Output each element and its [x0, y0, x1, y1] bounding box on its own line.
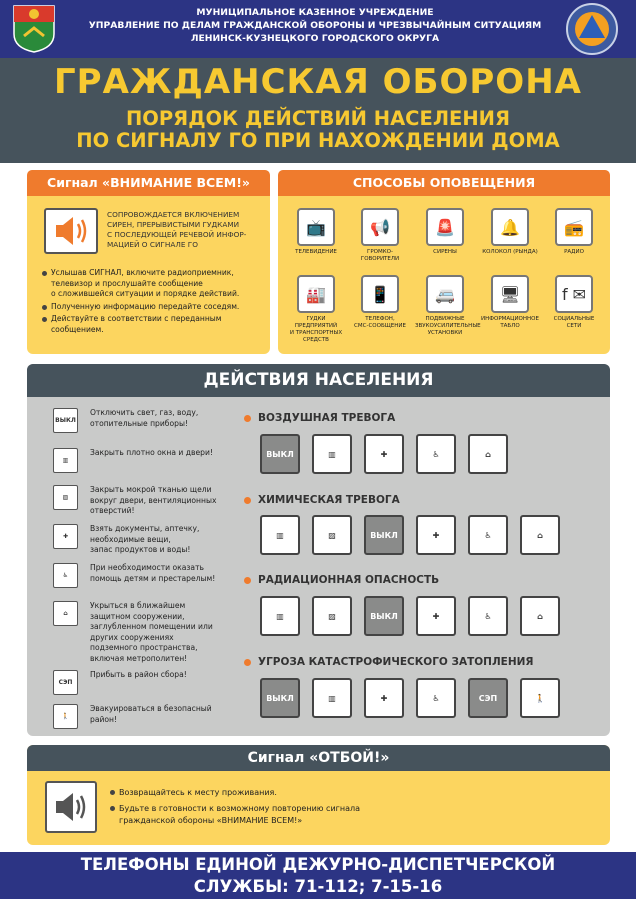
method-label-line: ПОДВИЖНЫЕ: [425, 316, 465, 322]
signal-description-line: С ПОСЛЕДУЮЩЕЙ РЕЧЕВОЙ ИНФОР-: [107, 230, 247, 239]
action-text-line: район!: [90, 714, 118, 724]
action-text-line: запас продуктов и воды!: [90, 545, 191, 554]
threat-section-title: ВОЗДУШНАЯ ТРЕВОГА: [258, 412, 396, 424]
method-label: [286, 249, 346, 256]
method-item: [480, 208, 540, 256]
method-item: [544, 275, 604, 330]
all-clear-bullet: [109, 803, 589, 827]
action-text: [90, 670, 230, 681]
method-label: [350, 249, 410, 263]
tv-icon: 📺: [297, 208, 335, 246]
action-pictogram: ▨: [312, 596, 352, 636]
method-item: [286, 275, 346, 344]
loudspeaker-icon: 📢: [361, 208, 399, 246]
phone-icon: 📱: [361, 275, 399, 313]
action-text-line: отопительные приборы!: [90, 418, 188, 428]
method-label-line: ГОВОРИТЕЛИ: [360, 256, 400, 262]
action-text: [90, 485, 230, 517]
signal-bullet: [41, 268, 266, 300]
assembly-point-icon: СЭП: [53, 670, 78, 695]
footer-phones: СЛУЖБЫ: 71-112; 7-15-16: [193, 877, 443, 896]
help-elderly-icon: ♿: [53, 563, 78, 588]
bullet-line: Полученную информацию передайте соседям.: [51, 301, 240, 311]
action-pictogram: ♿: [468, 515, 508, 555]
evacuate-icon: 🚶: [53, 704, 78, 729]
action-pictogram: ♿: [416, 678, 456, 718]
header-line-2: УПРАВЛЕНИЕ ПО ДЕЛАМ ГРАЖДАНСКОЙ ОБОРОНЫ И ЧРЕЗВЫЧАЙНЫМ СИТУАЦИЯМ: [88, 20, 542, 31]
action-pictogram: ВЫКЛ: [260, 434, 300, 474]
bullet-line: сообщением.: [51, 324, 104, 334]
action-text-line: Закрыть плотно окна и двери!: [90, 448, 213, 457]
documents-supplies-icon: ✚: [53, 524, 78, 549]
signal-description-line: МАЦИЕЙ О СИГНАЛЕ ГО: [107, 240, 198, 249]
method-item: [350, 275, 410, 330]
action-text-line: Закрыть мокрой тканью щели: [90, 485, 212, 494]
action-text: [90, 448, 230, 459]
bell-icon: 🔔: [491, 208, 529, 246]
method-label-line: ТЕЛЕФОН,: [365, 316, 395, 322]
action-text: [90, 408, 230, 429]
notification-methods-box: [278, 170, 610, 354]
method-label-line: УСТАНОВКИ: [427, 330, 463, 336]
action-text-line: защитном сооружении,: [90, 611, 185, 621]
action-text-line: подземного пространства,: [90, 643, 198, 652]
actions-heading: ДЕЙСТВИЯ НАСЕЛЕНИЯ: [27, 364, 610, 397]
radio-icon: 📻: [555, 208, 593, 246]
bullet-line: телевизор и прослушайте сообщение: [51, 278, 203, 288]
action-pictogram: ♿: [416, 434, 456, 474]
action-pictogram: ⌂: [468, 434, 508, 474]
seal-gaps-icon: ▨: [53, 485, 78, 510]
method-item: [350, 208, 410, 263]
footer-bar: [0, 852, 636, 899]
method-label-line: ГУДКИ ПРЕДПРИЯТИЙ: [294, 316, 338, 329]
action-text-line: Взять документы, аптечку,: [90, 524, 200, 533]
action-pictogram: ▨: [312, 515, 352, 555]
page-title: ГРАЖДАНСКАЯ ОБОРОНА: [54, 62, 582, 102]
method-label: [480, 249, 540, 256]
bullet-line: Действуйте в соответствии с переданным: [51, 314, 222, 323]
action-text-line: вокруг двери, вентиляционных: [90, 495, 217, 505]
signal-attention-box: [27, 170, 270, 354]
info-board-icon: 🖥: [491, 275, 529, 313]
method-label-line: ИНФОРМАЦИОННОЕ: [481, 316, 539, 322]
action-text-line: необходимые вещи,: [90, 534, 171, 544]
siren-icon: 🚨: [426, 208, 464, 246]
action-text-line: Отключить свет, газ, воду,: [90, 408, 199, 417]
action-text-line: Эвакуироваться в безопасный: [90, 704, 212, 713]
signal-bullet: [41, 314, 266, 335]
threat-section-title: УГРОЗА КАТАСТРОФИЧЕСКОГО ЗАТОПЛЕНИЯ: [258, 656, 534, 668]
method-label: [415, 249, 475, 256]
action-pictogram: ✚: [416, 515, 456, 555]
method-label: [544, 249, 604, 256]
header-line-3: ЛЕНИНСК-КУЗНЕЦКОГО ГОРОДСКОГО ОКРУГА: [190, 33, 440, 44]
header-bar: [0, 0, 636, 58]
action-pictogram: ВЫКЛ: [364, 515, 404, 555]
signal-heading: Сигнал «ВНИМАНИЕ ВСЕМ!»: [27, 170, 270, 196]
title-panel: [0, 58, 636, 163]
method-item: [544, 208, 604, 256]
method-label-line: СЕТИ: [566, 323, 582, 329]
all-clear-bullets: [109, 787, 589, 829]
action-text: [90, 601, 230, 664]
method-label-line: ЗВУКОУСИЛИТЕЛЬНЫЕ: [415, 323, 481, 329]
bullet-line: Услышав СИГНАЛ, включите радиоприемник,: [51, 268, 234, 277]
page-subtitle-1: ПОРЯДОК ДЕЙСТВИЙ НАСЕЛЕНИЯ: [125, 107, 510, 130]
bullet-line: Возвращайтесь к месту проживания.: [119, 788, 277, 797]
speaker-icon: [45, 781, 97, 833]
action-text-line: заглубленном помещении или: [90, 622, 213, 631]
action-pictogram: ✚: [364, 678, 404, 718]
method-label-line: СИРЕНЫ: [433, 249, 457, 255]
method-item: [415, 208, 475, 256]
threat-section-title: ХИМИЧЕСКАЯ ТРЕВОГА: [258, 494, 400, 506]
action-text: [90, 704, 230, 725]
method-label-line: КОЛОКОЛ (РЫНДА): [482, 249, 538, 255]
social-networks-icon: f ✉: [555, 275, 593, 313]
action-pictogram: ⌂: [520, 596, 560, 636]
signal-description: [107, 210, 267, 250]
action-pictogram: ▥: [312, 678, 352, 718]
bullet-line: о сложившейся ситуации и порядке действий.: [51, 289, 240, 298]
signal-bullets: [41, 268, 266, 337]
methods-heading: СПОСОБЫ ОПОВЕЩЕНИЯ: [278, 170, 610, 196]
action-pictogram: ✚: [416, 596, 456, 636]
method-label-line: СОЦИАЛЬНЫЕ: [553, 316, 595, 322]
method-label-line: ТАБЛО: [500, 323, 520, 329]
action-text-line: других сооружениях: [90, 632, 174, 642]
method-label-line: РАДИО: [564, 249, 584, 255]
bullet-line: Будьте в готовности к возможному повторению сигнала: [119, 804, 361, 813]
method-label: [350, 316, 410, 330]
loudspeaker-truck-icon: 🚐: [426, 275, 464, 313]
signal-description-line: СОПРОВОЖДАЕТСЯ ВКЛЮЧЕНИЕМ: [107, 210, 240, 219]
signal-description-line: СИРЕН, ПРЕРЫВИСТЫМИ ГУДКАМИ: [107, 220, 240, 229]
method-item: [480, 275, 540, 330]
action-text-line: включая метрополитен!: [90, 653, 188, 663]
action-pictogram: ♿: [468, 596, 508, 636]
method-label: [286, 316, 346, 344]
civil-defense-emblem-icon: [562, 2, 622, 56]
method-label-line: ТЕЛЕВИДЕНИЕ: [295, 249, 337, 255]
action-text: [90, 524, 230, 556]
method-item: [415, 275, 481, 337]
action-pictogram: ВЫКЛ: [364, 596, 404, 636]
method-label-line: СМС-СООБЩЕНИЕ: [354, 323, 406, 329]
all-clear-bullet: [109, 787, 589, 799]
action-pictogram: ▥: [260, 515, 300, 555]
method-label-line: И ТРАНСПОРТНЫХ: [289, 330, 343, 336]
method-label: [415, 316, 481, 337]
method-label-line: ГРОМКО-: [367, 249, 393, 255]
close-windows-icon: ▥: [53, 448, 78, 473]
action-text-line: При необходимости оказать: [90, 563, 204, 572]
threat-section-title: РАДИАЦИОННАЯ ОПАСНОСТЬ: [258, 574, 440, 586]
action-text-line: помощь детям и престарелым!: [90, 573, 216, 583]
action-pictogram: ✚: [364, 434, 404, 474]
action-text-line: Укрыться в ближайшем: [90, 601, 186, 610]
factory-icon: 🏭: [297, 275, 335, 313]
action-text-line: Прибыть в район сбора!: [90, 670, 187, 679]
method-label: [480, 316, 540, 330]
action-pictogram: СЭП: [468, 678, 508, 718]
signal-all-clear-box: [27, 745, 610, 845]
page-subtitle-2: ПО СИГНАЛУ ГО ПРИ НАХОЖДЕНИИ ДОМА: [76, 129, 560, 152]
action-pictogram: ▥: [312, 434, 352, 474]
speaker-icon: [44, 208, 98, 254]
action-pictogram: 🚶: [520, 678, 560, 718]
signal-bullet: [41, 302, 266, 313]
footer-line-1: ТЕЛЕФОНЫ ЕДИНОЙ ДЕЖУРНО-ДИСПЕТЧЕРСКОЙ: [80, 855, 556, 874]
power-off-icon: ВЫКЛ: [53, 408, 78, 433]
method-item: [286, 208, 346, 256]
method-label: [544, 316, 604, 330]
all-clear-heading: Сигнал «ОТБОЙ!»: [27, 745, 610, 771]
header-line-1: МУНИЦИПАЛЬНОЕ КАЗЕННОЕ УЧРЕЖДЕНИЕ: [196, 7, 434, 18]
bullet-line: гражданской обороны «ВНИМАНИЕ ВСЕМ!»: [119, 816, 303, 825]
action-pictogram: ⌂: [520, 515, 560, 555]
action-pictogram: ▥: [260, 596, 300, 636]
method-label-line: СРЕДСТВ: [303, 337, 329, 343]
action-pictogram: ВЫКЛ: [260, 678, 300, 718]
action-text-line: отверстий!: [90, 506, 135, 515]
action-text: [90, 563, 230, 584]
shelter-icon: ⌂: [53, 601, 78, 626]
city-coat-of-arms-icon: [12, 4, 56, 54]
